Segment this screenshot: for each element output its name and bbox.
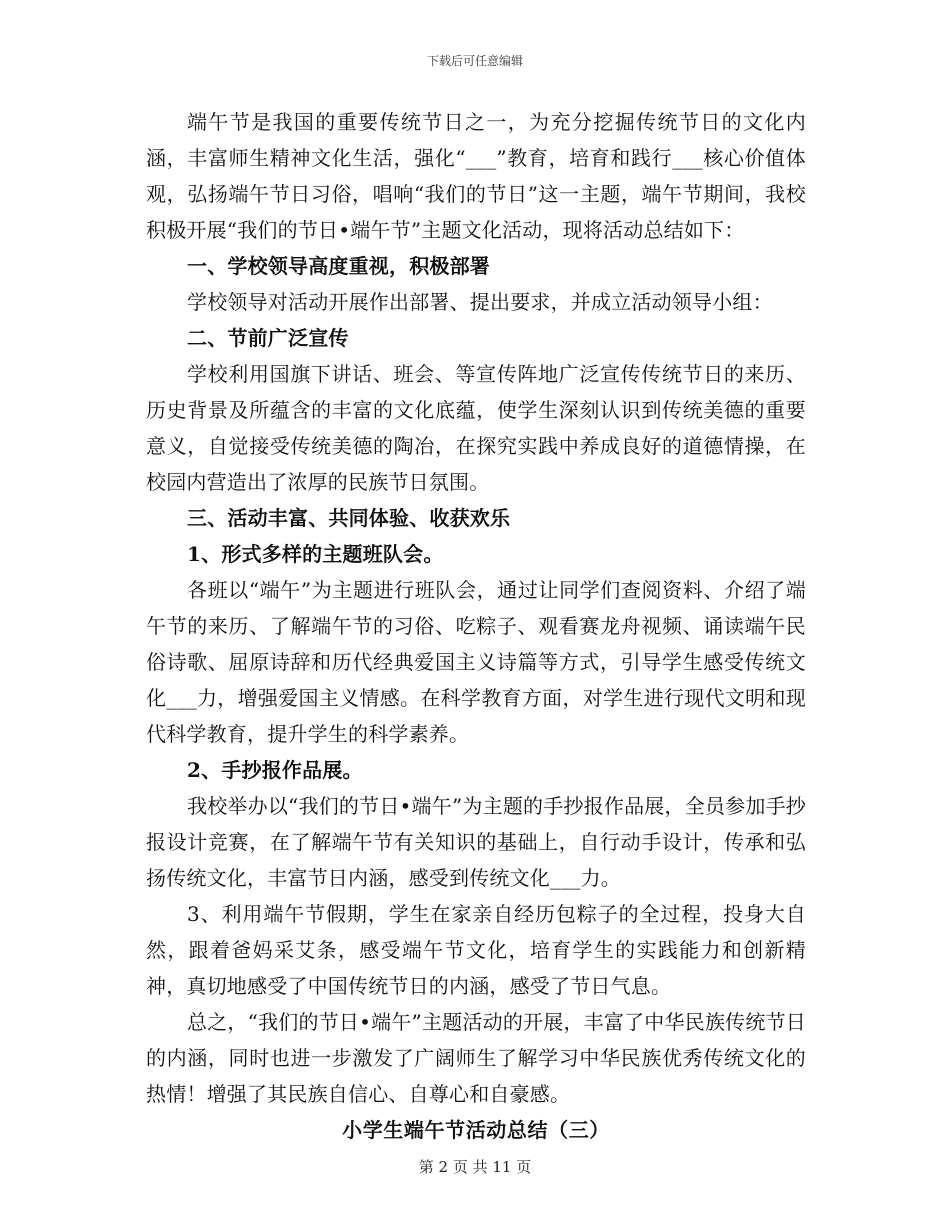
page-footer: 第 2 页 共 11 页 bbox=[418, 1158, 532, 1176]
paragraph-3-1: 各班以“端午”为主题进行班队会，通过让同学们查阅资料、介绍了端午节的来历、了解端午节的习俗、吃粽子、观看赛龙舟视频、诵读端午民俗诗歌、屈原诗辞和历代经典爱国主义诗篇等方式，引导学生感受传统文化___力，增强爱国主义情感。在科学教育方面，对学生进行现代文明和现代科学教育，提升学生的科学素养。 bbox=[146, 578, 806, 746]
heading-1: 一、学校领导高度重视，积极部署 bbox=[187, 254, 490, 278]
paragraph-3-2: 我校举办以“我们的节日•端午”为主题的手抄报作品展，全员参加手抄报设计竞赛，在了解端午节有关知识的基础上，自行动手设计，传承和弘扬传统文化，丰富节日内涵，感受到传统文化___力。 bbox=[146, 794, 806, 890]
intro-paragraph: 端午节是我国的重要传统节日之一，为充分挖掘传统节日的文化内涵，丰富师生精神文化生活，强化“___”教育，培育和践行___核心价值体观，弘扬端午节日习俗，唱响“我们的节日”这一主题，端午节期间，我校积极开展“我们的节日•端午节”主题文化活动，现将活动总结如下： bbox=[146, 110, 806, 242]
conclusion-paragraph: 总之，“我们的节日•端午”主题活动的开展，丰富了中华民族传统节日的内涵，同时也进一步激发了广阔师生了解学习中华民族优秀传统文化的热情！增强了其民族自信心、自尊心和自豪感。 bbox=[146, 1010, 806, 1106]
header-note: 下载后可任意编辑 bbox=[426, 54, 523, 68]
paragraph-3-3: 3、利用端午节假期，学生在家亲自经历包粽子的全过程，投身大自然，跟着爸妈采艾条，感受端午节文化，培育学生的实践能力和创新精神，真切地感受了中国传统节日的内涵，感受了节日气息。 bbox=[146, 902, 806, 998]
next-section-title: 小学生端午节活动总结（三） bbox=[342, 1118, 610, 1142]
heading-3: 三、活动丰富、共同体验、收获欢乐 bbox=[187, 506, 511, 530]
heading-2: 二、节前广泛宣传 bbox=[187, 326, 349, 350]
paragraph-1: 学校领导对活动开展作出部署、提出要求，并成立活动领导小组： bbox=[187, 290, 773, 314]
document-body bbox=[146, 104, 806, 1148]
paragraph-2: 学校利用国旗下讲话、班会、等宣传阵地广泛宣传传统节日的来历、历史背景及所蕴含的丰富的文化底蕴，使学生深刻认识到传统美德的重要意义，自觉接受传统美德的陶冶，在探究实践中养成良好的道德情操，在校园内营造出了浓厚的民族节日氛围。 bbox=[146, 362, 806, 494]
subheading-3-2: 2、手抄报作品展。 bbox=[187, 758, 363, 782]
subheading-3-1: 1、形式多样的主题班队会。 bbox=[187, 542, 444, 566]
